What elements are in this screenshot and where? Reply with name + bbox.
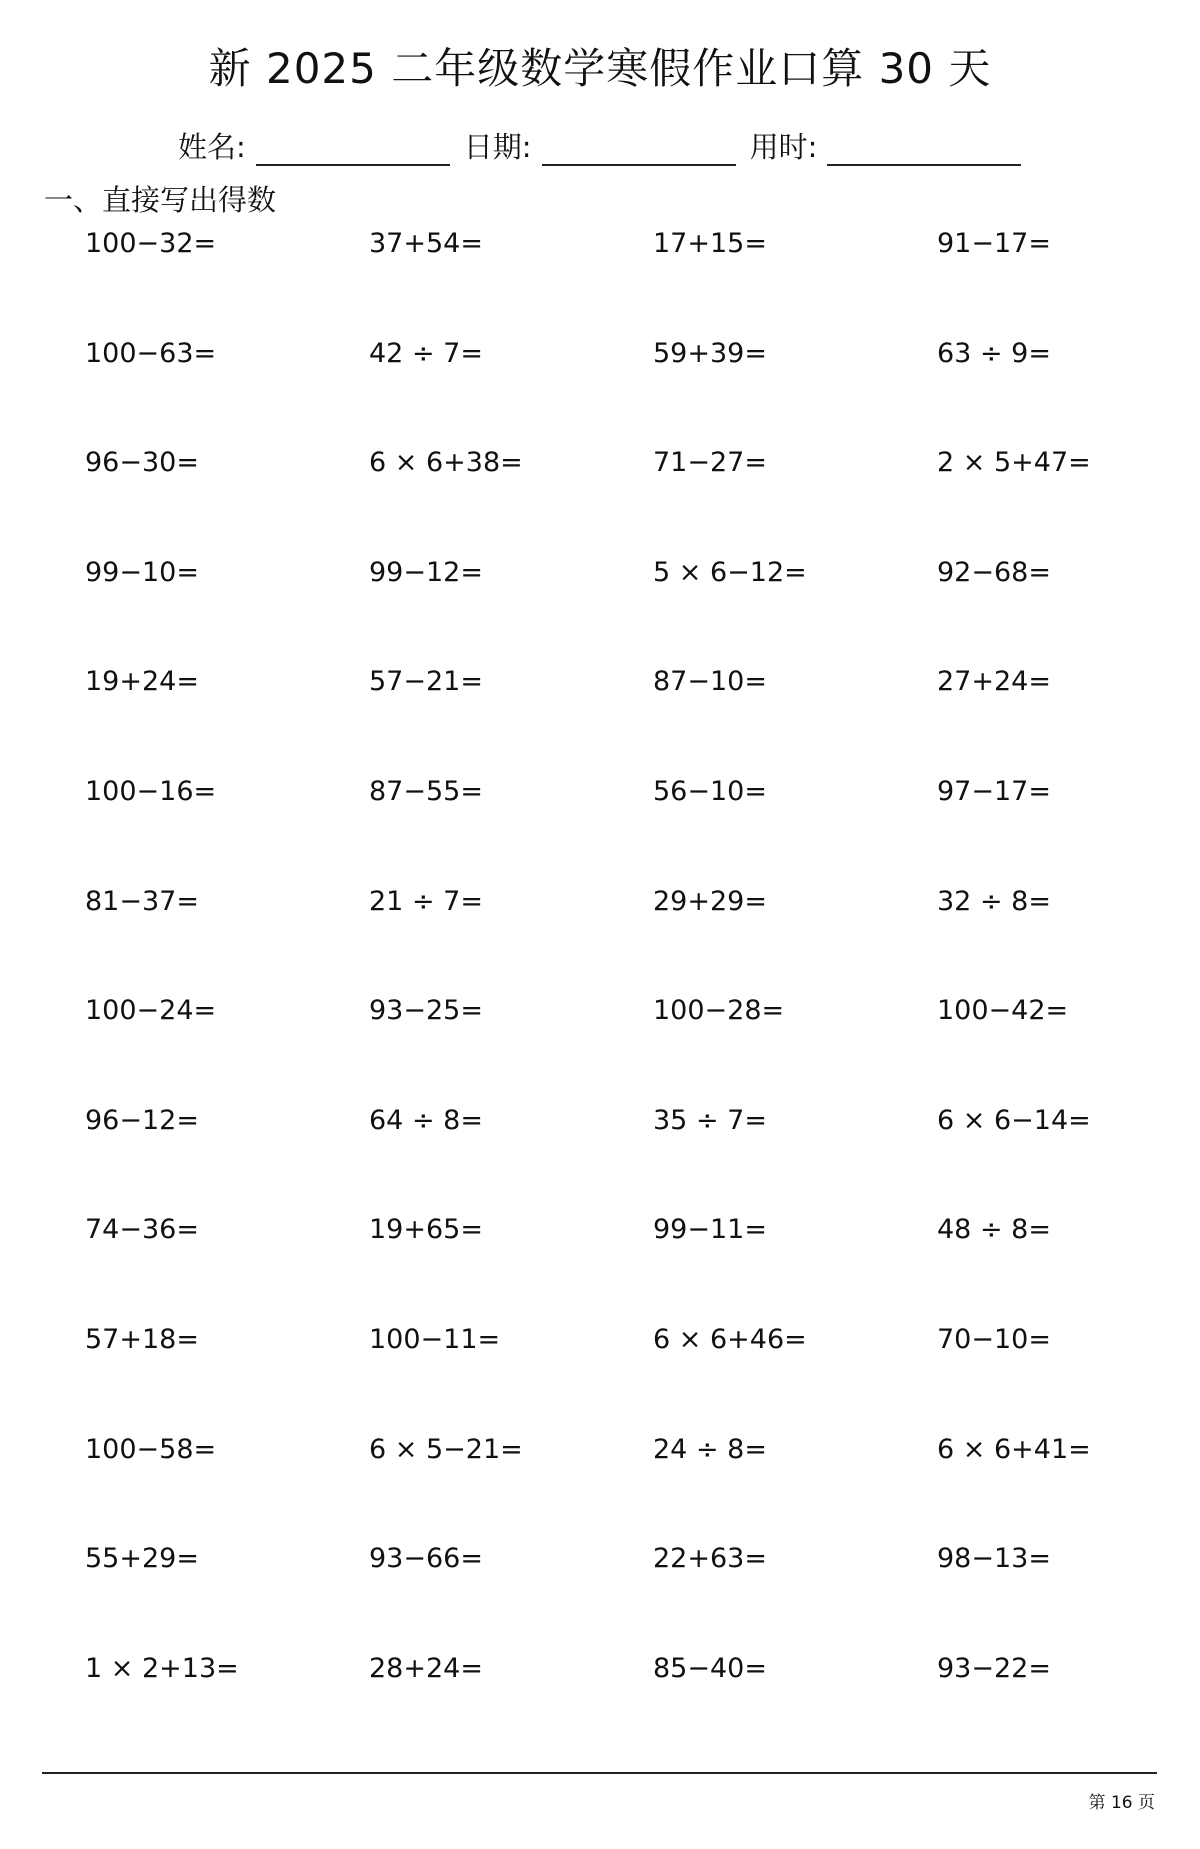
date-field	[464, 125, 736, 166]
problem-item: 42 ÷ 7=	[369, 337, 483, 369]
problem-item: 99−11=	[653, 1214, 767, 1246]
problem-item: 6 × 6+38=	[369, 447, 523, 479]
problem-item: 100−24=	[85, 995, 217, 1027]
problem-item: 100−58=	[85, 1433, 217, 1465]
problem-item: 92−68=	[937, 556, 1051, 588]
problem-item: 21 ÷ 7=	[369, 885, 483, 917]
problem-item: 56−10=	[653, 775, 767, 807]
problem-item: 100−11=	[369, 1323, 501, 1355]
problem-item: 96−12=	[85, 1104, 199, 1136]
problem-item: 100−16=	[85, 775, 217, 807]
problem-item: 71−27=	[653, 447, 767, 479]
time-field	[750, 125, 1022, 166]
problem-item: 6 × 6+41=	[937, 1433, 1091, 1465]
problem-item: 100−63=	[85, 337, 217, 369]
name-field	[178, 125, 450, 166]
problem-item: 6 × 6−14=	[937, 1104, 1091, 1136]
problem-item: 37+54=	[369, 228, 483, 259]
problem-item: 48 ÷ 8=	[937, 1214, 1051, 1246]
problem-item: 87−10=	[653, 666, 767, 698]
name-blank-line	[256, 134, 450, 166]
problem-item: 93−66=	[369, 1543, 483, 1575]
problem-item: 6 × 5−21=	[369, 1433, 523, 1465]
problem-item: 70−10=	[937, 1323, 1051, 1355]
page-title: 新 2025 二年级数学寒假作业口算 30 天	[208, 44, 992, 93]
problem-item: 22+63=	[653, 1543, 767, 1575]
problem-item: 91−17=	[937, 228, 1051, 259]
problem-item: 17+15=	[653, 228, 767, 259]
date-blank-line	[542, 134, 736, 166]
problem-item: 64 ÷ 8=	[369, 1104, 483, 1136]
problem-item: 19+24=	[85, 666, 199, 698]
problem-item: 27+24=	[937, 666, 1051, 698]
problem-item: 29+29=	[653, 885, 767, 917]
problem-item: 19+65=	[369, 1214, 483, 1246]
problem-item: 2 × 5+47=	[937, 447, 1091, 479]
problem-item: 59+39=	[653, 337, 767, 369]
problem-item: 63 ÷ 9=	[937, 337, 1051, 369]
time-label: 用时:	[749, 130, 818, 164]
problem-item: 100−32=	[85, 228, 217, 259]
problem-item: 96−30=	[85, 447, 199, 479]
problem-item: 32 ÷ 8=	[937, 885, 1051, 917]
problem-item: 74−36=	[85, 1214, 199, 1246]
name-label: 姓名:	[178, 130, 246, 164]
problem-item: 99−10=	[85, 556, 199, 588]
problem-item: 100−42=	[937, 995, 1069, 1027]
problem-item: 55+29=	[85, 1543, 199, 1575]
student-info-row	[178, 126, 1035, 166]
problem-item: 6 × 6+46=	[653, 1323, 807, 1355]
problem-item: 28+24=	[369, 1652, 483, 1684]
problem-item: 5 × 6−12=	[653, 556, 807, 588]
problem-item: 98−13=	[937, 1543, 1051, 1575]
problem-item: 35 ÷ 7=	[653, 1104, 767, 1136]
problem-item: 57−21=	[369, 666, 483, 698]
problem-item: 81−37=	[85, 885, 199, 917]
time-blank-line	[827, 134, 1021, 166]
problem-item: 97−17=	[937, 775, 1051, 807]
problem-item: 93−25=	[369, 995, 483, 1027]
problem-item: 100−28=	[653, 995, 785, 1027]
date-label: 日期:	[463, 130, 532, 164]
section-title: 一、直接写出得数	[44, 183, 277, 217]
problem-item: 24 ÷ 8=	[653, 1433, 767, 1465]
problem-item: 57+18=	[85, 1323, 199, 1355]
problem-grid	[85, 224, 1185, 1758]
problem-item: 1 × 2+13=	[85, 1652, 239, 1684]
problem-item: 85−40=	[653, 1652, 767, 1684]
problem-item: 93−22=	[937, 1652, 1051, 1684]
problem-item: 99−12=	[369, 556, 483, 588]
footer-divider	[42, 1772, 1157, 1774]
problem-item: 87−55=	[369, 775, 483, 807]
page-number: 第 16 页	[1088, 1793, 1155, 1813]
